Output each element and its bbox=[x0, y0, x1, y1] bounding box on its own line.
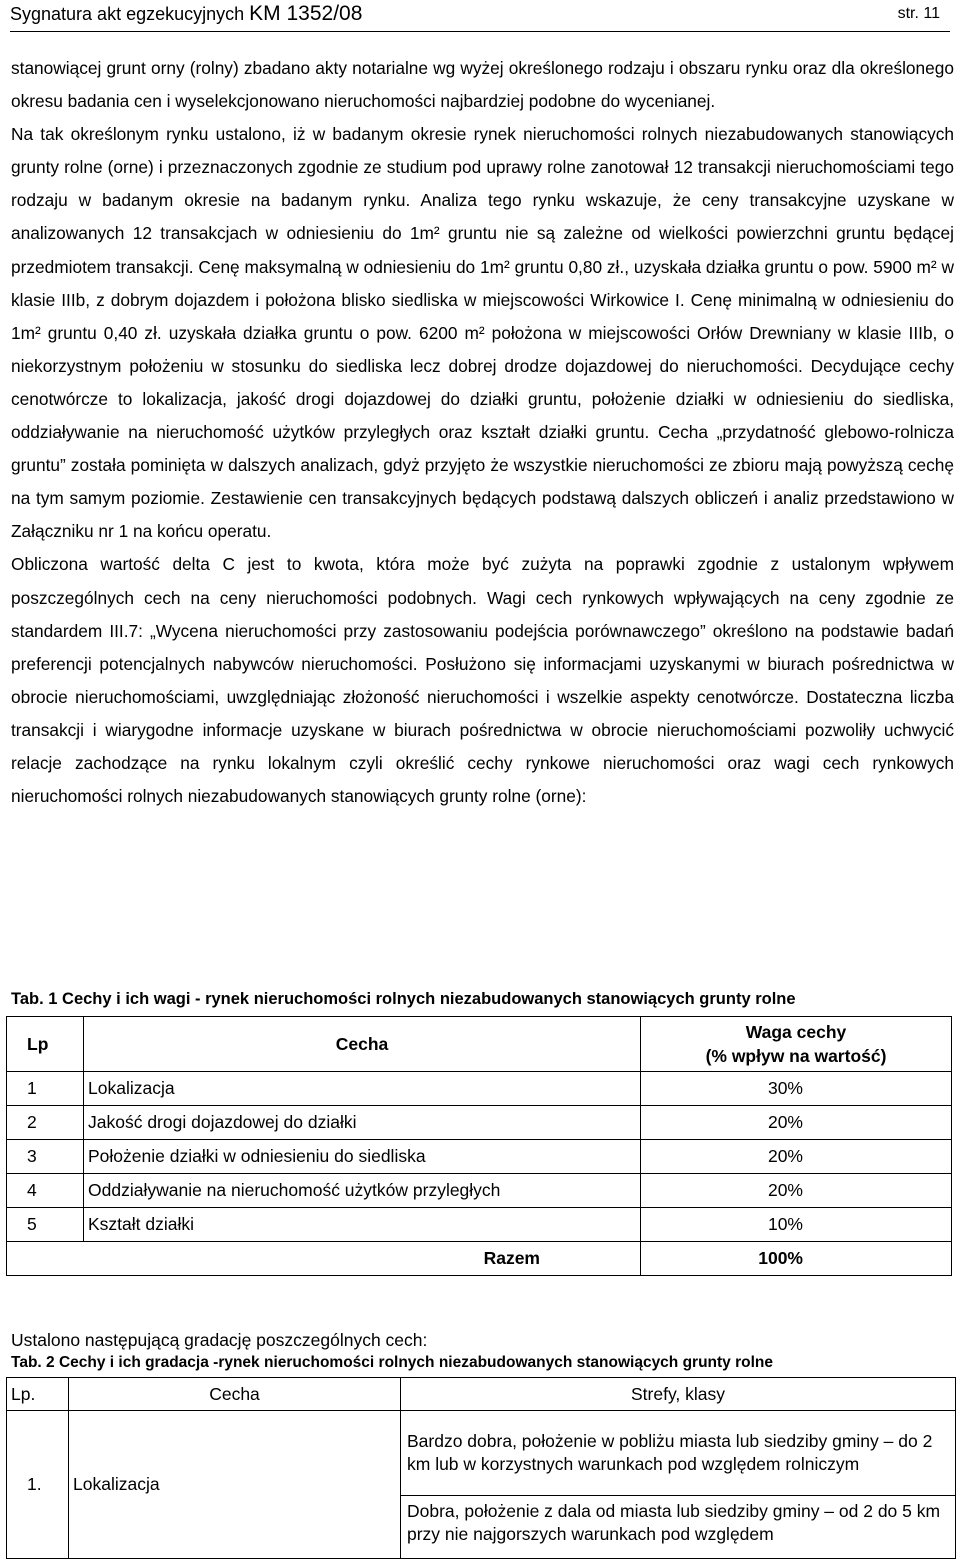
page-number: str. 11 bbox=[897, 5, 940, 22]
page-header bbox=[10, 2, 950, 30]
signature-number: KM 1352/08 bbox=[249, 2, 363, 25]
table1-caption: Tab. 1 Cechy i ich wagi - rynek nieruchomości rolnych niezabudowanych stanowiących grunty rolne bbox=[11, 990, 796, 1008]
cell-lp: 1. bbox=[7, 1411, 69, 1559]
cell-waga: 20% bbox=[641, 1106, 952, 1140]
grading-intro: Ustalono następującą gradację poszczególnych cech: bbox=[11, 1330, 428, 1350]
table-row bbox=[7, 1140, 952, 1174]
cell-lp: 3 bbox=[7, 1140, 84, 1174]
cell-waga: 20% bbox=[641, 1174, 952, 1208]
total-label: Razem bbox=[7, 1242, 641, 1276]
signature-label: Sygnatura akt egzekucyjnych bbox=[10, 4, 245, 24]
grading-table bbox=[6, 1377, 956, 1559]
table2-caption: Tab. 2 Cechy i ich gradacja -rynek nieruchomości rolnych niezabudowanych stanowiących grunty rolne bbox=[11, 1354, 773, 1371]
cell-cecha: Kształt działki bbox=[84, 1208, 641, 1242]
total-value: 100% bbox=[641, 1242, 952, 1276]
cell-waga: 10% bbox=[641, 1208, 952, 1242]
table-row bbox=[7, 1106, 952, 1140]
cell-grade: Dobra, położenie z dala od miasta lub siedziby gminy – od 2 do 5 km przy nie najgorszych warunkach pod względem bbox=[401, 1496, 956, 1559]
body-text bbox=[11, 52, 954, 813]
column-header-lp: Lp. bbox=[7, 1378, 69, 1411]
column-header-lp: Lp bbox=[7, 1017, 84, 1072]
table-row bbox=[7, 1174, 952, 1208]
table-row bbox=[7, 1411, 956, 1496]
cell-grade: Bardzo dobra, położenie w pobliżu miasta lub siedziby gminy – do 2 km lub w korzystnych warunkach pod względem rolniczym bbox=[401, 1411, 956, 1496]
cell-lp: 5 bbox=[7, 1208, 84, 1242]
cell-lp: 4 bbox=[7, 1174, 84, 1208]
paragraph: Na tak określonym rynku ustalono, iż w badanym okresie rynek nieruchomości rolnych niezabudowanych stanowiących grunty rolne (orne) i przeznaczonych zgodnie ze studium pod uprawy rolne zanotował 12 transakcji nieruchomościami tego rodzaju w badanym okresie na badanym rynku. Analiza tego rynku wskazuje, że ceny transakcyjne uzyskane w analizowanych 12 transakcjach w odniesieniu do 1m² gruntu nie są zależne od wielkości powierzchni gruntu będącej przedmiotem transakcji. Cenę maksymalną w odniesieniu do 1m² gruntu 0,80 zł., uzyskała działka gruntu o pow. 5900 m² w klasie IIIb, z dobrym dojazdem i położona blisko siedliska w miejscowości Wirkowice I. Cenę minimalną w odniesieniu do 1m² gruntu 0,40 zł. uzyskała działka gruntu o pow. 6200 m² położona w miejscowości Orłów Drewniany w klasie IIIb, o niekorzystnym położeniu w stosunku do siedliska lecz dobrej drodze dojazdowej do nieruchomości. Decydujące cechy cenotwórcze to lokalizacja, jakość drogi dojazdowej do działki gruntu, położenie działki w odniesieniu do siedliska, oddziaływanie na nieruchomość użytków przyległych oraz kształt działki gruntu. Cecha „przydatność glebowo-rolnicza gruntu” została pominięta w dalszych analizach, gdyż przyjęto że wszystkie nieruchomości ze zbioru mają powyższą cechę na tym samym poziomie. Zestawienie cen transakcyjnych będących podstawą dalszych obliczeń i analiz przedstawiono w Załączniku nr 1 na końcu operatu. bbox=[11, 124, 954, 542]
cell-waga: 30% bbox=[641, 1072, 952, 1106]
waga-header-line2: (% wpływ na wartość) bbox=[705, 1046, 887, 1066]
column-header-cecha: Cecha bbox=[69, 1378, 401, 1411]
paragraph: Obliczona wartość delta C jest to kwota, która może być zużyta na poprawki zgodnie z ustalonym wpływem poszczególnych cech na ceny nieruchomości podobnych. Wagi cech rynkowych wpływających na ceny zgodnie ze standardem III.7: „Wycena nieruchomości przy zastosowaniu podejścia porównawczego” określono na podstawie badań preferencji potencjalnych nabywców nieruchomości. Posłużono się informacjami uzyskanymi w biurach pośrednictwa w obrocie nieruchomościami, uwzględniając złożoność nieruchomości i wszelkie aspekty cenotwórcze. Dostateczna liczba transakcji i wiarygodne informacje uzyskane w biurach pośrednictwa w obrocie nieruchomościami pozwoliły uchwycić relacje zachodzące na rynku lokalnym czyli określić cechy rynkowe nieruchomości oraz wagi cech rynkowych nieruchomości rolnych niezabudowanych stanowiących grunty rolne (orne): bbox=[11, 554, 954, 807]
signature bbox=[10, 2, 362, 26]
table-header-row bbox=[7, 1378, 956, 1411]
column-header-cecha: Cecha bbox=[84, 1017, 641, 1072]
table-row bbox=[7, 1208, 952, 1242]
weights-table bbox=[6, 1016, 952, 1276]
cell-cecha: Oddziaływanie na nieruchomość użytków przyległych bbox=[84, 1174, 641, 1208]
table-row bbox=[7, 1072, 952, 1106]
column-header-waga bbox=[641, 1017, 952, 1072]
cell-lp: 2 bbox=[7, 1106, 84, 1140]
column-header-strefy: Strefy, klasy bbox=[401, 1378, 956, 1411]
table-total-row bbox=[7, 1242, 952, 1276]
cell-cecha: Lokalizacja bbox=[84, 1072, 641, 1106]
paragraph: stanowiącej grunt orny (rolny) zbadano akty notarialne wg wyżej określonego rodzaju i obszaru rynku oraz dla określonego okresu badania cen i wyselekcjonowano nieruchomości najbardziej podobne do wycenianej. bbox=[11, 58, 954, 112]
waga-header-line1: Waga cechy bbox=[745, 1022, 847, 1042]
header-divider bbox=[10, 31, 950, 32]
cell-lp: 1 bbox=[7, 1072, 84, 1106]
cell-cecha: Lokalizacja bbox=[69, 1411, 401, 1559]
table-header-row bbox=[7, 1017, 952, 1072]
cell-cecha: Jakość drogi dojazdowej do działki bbox=[84, 1106, 641, 1140]
cell-waga: 20% bbox=[641, 1140, 952, 1174]
cell-cecha: Położenie działki w odniesieniu do siedliska bbox=[84, 1140, 641, 1174]
